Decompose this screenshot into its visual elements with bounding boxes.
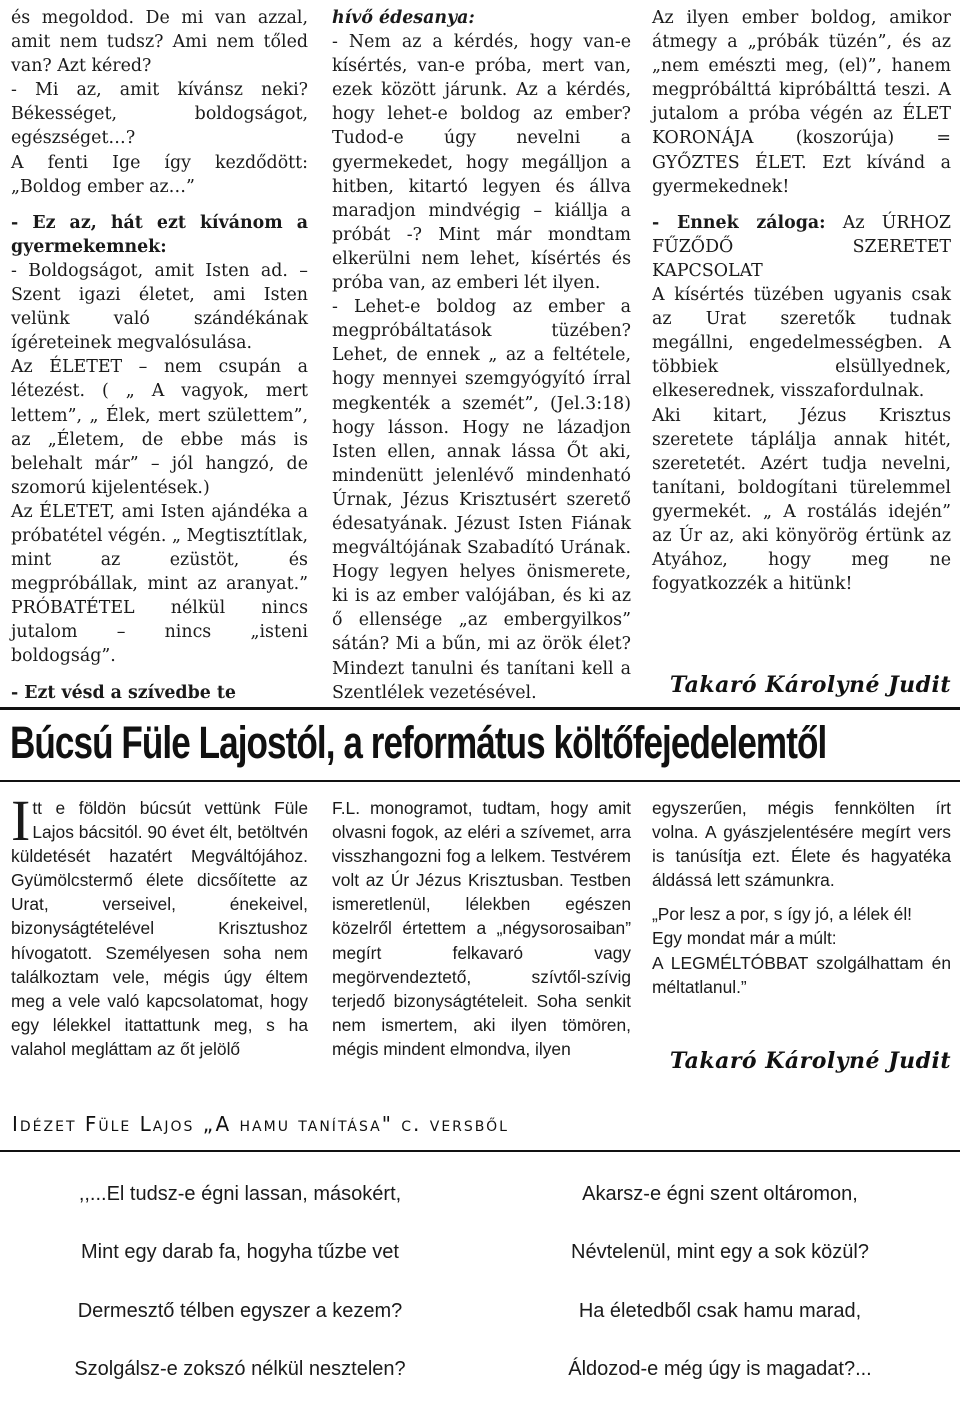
paragraph: és megoldod. De mi van azzal, amit nem tudsz? Ami nem tőled van? Azt kéred? <box>11 8 308 77</box>
paragraph: Az ÉLETET, ami Isten ajándéka a próbatétel végén. „ Megtisztítlak, mint az ezüstöt, és megpróbállak, mint az aranyat.” PRÓBATÉTEL nélkül nincs jutalom – nincs „isteni boldogság”. <box>11 501 308 667</box>
paragraph: egyszerűen, mégis fennkölten írt volna. A gyászjelentésére megírt vers is tanúsítja ezt. Élete és hagyatéka áldássá lett számunkra. <box>652 798 951 891</box>
divider <box>0 1150 960 1152</box>
farewell-column-1 <box>11 788 308 1061</box>
paragraph: - Mi az, amit kívánsz neki? Békességet, boldogságot, egészséget…? <box>11 80 308 149</box>
bold-paragraph: - Ez az, hát ezt kívánom a gyermekemnek: <box>11 212 308 257</box>
poem-line: A LEGMÉLTÓBBAT szolgálhattam én <box>652 952 951 973</box>
verse-line: Mint egy darab fa, hogyha tűzbe vet <box>81 1241 399 1263</box>
paragraph: A fenti Ige így kezdődött: „Boldog ember az…” <box>11 152 308 197</box>
poem-line: „Por lesz a por, s így jó, a lélek él! <box>652 904 913 925</box>
column-1 <box>11 6 308 705</box>
poem-line: méltatlanul.” <box>652 976 747 997</box>
paragraph: Az ilyen ember boldog, amikor átmegy a „próbák tüzén”, és az „nem emészti meg, (el)”, hanem megpróbálttá kipróbálttá teszi. A jutalom a próba végén az ÉLET KORONÁJA (koszorúja) = GYŐZTES ÉLET. Ezt kívánd a gyermekednek! <box>652 8 951 197</box>
verse-line: Dermesztő télben egyszer a kezem? <box>77 1300 403 1322</box>
drop-cap: I <box>11 788 31 853</box>
paragraph: - Boldogságot, amit Isten ad. – Szent igazi életet, ami Isten velünk való szándékának ígéreteinek megvalósulása. <box>11 260 308 354</box>
poem-line: Egy mondat már a múlt: <box>652 928 837 949</box>
paragraph: Aki kitart, Jézus Krisztus szeretete táplálja annak hitét, szeretetét. Azért tudja nevelni, tanítani, boldogítani türelemmel gyermekét. „ A rostálás idején” az Úr az, aki könyörög értünk az Atyához, hogy meg ne fogyatkozzék a hitünk! <box>652 405 951 595</box>
paragraph <box>652 211 951 283</box>
paragraph-text: tt e földön búcsút vettünk Füle Lajos bácsitól. 90 évet élt, betöltvén küldetését hazatért Megváltójához. Gyümölcstermő élete dicsőítette az Urat, verseivel, énekeivel, bizonyságtételével Krisztushoz hívogatott. Személyesen soha nem találkoztam vele, mégis úgy éltem meg a vele való kapcsolatomat, hogy egy lélekkel itattattunk meg, s ha valahol megláttam az őt jelölő <box>11 798 308 1059</box>
quote-title: Idézet Füle Lajos „A hamu tanítása" c. versből <box>12 1112 509 1136</box>
farewell-column-3 <box>652 796 951 999</box>
paragraph <box>11 788 308 1061</box>
verse-line: Áldozod-e még úgy is magadat?... <box>568 1358 872 1380</box>
verse-line: Névtelenül, mint egy a sok közül? <box>571 1241 869 1263</box>
paragraph: - Lehet-e boldog az ember a megpróbáltatások tüzében? Lehet, de ennek „ az a feltétele, hogy mennyei szemgyógyító írral megkenték a szemét”, (Jel.3:18) hogy lásson. Hogy ne lázadjon Isten ellen, annak lássa Őt aki, mindenütt jelenlévő mindenható Úrnak, Jézus Krisztusért szerető édesatyának. Jézust Isten Fiának megváltójának Szabadító Urának. Hogy legyen helyes önismerete, ki is az ember valójában, és ki az ő ellensége „az embergyilkos” sátán? Mi a bűn, mi az örök élet? Mindezt tanulni és tanítani kell a Szentlélek vezetésével. <box>332 297 631 703</box>
paragraph: F.L. monogramot, tudtam, hogy amit olvasni fogok, az eléri a szívemet, arra visszhangozni fog a lelkem. Testvérem volt az Úr Jézus Krisztusban. Testben ismeretlenül, lélekben egészen közelről értettem a „négysorosaiban” megírt felkavaró vagy megörvendeztető, szívtől-szívig terjedő bizonyságtételeit. Soha senkit nem ismertem, aki ilyen tömören, mégis mindent elmondva, ilyen <box>332 798 631 1059</box>
paragraph: Az ÉLETET – nem csupán a létezést. ( „ A vagyok, mert lettem”, „ Élek, mert születtem”, az „Életem, de ebbe más is belehalt már” – jól hangzó, de szomorú kijelentések.) <box>11 357 308 498</box>
article-headline: Búcsú Füle Lajostól, a református költőfejedelemtől <box>10 717 827 768</box>
column-3 <box>652 6 951 596</box>
verse-line: Ha életedből csak hamu marad, <box>578 1300 862 1322</box>
column-2 <box>332 6 631 705</box>
author-signature: Takaró Károlyné Judit <box>669 672 951 698</box>
verse-line: ,,...El tudsz-e égni lassan, másokért, <box>78 1183 402 1205</box>
divider <box>0 780 960 782</box>
pledge-label: - Ennek zálogа: <box>652 212 826 233</box>
verse-line: Szolgálsz-e zokszó nélkül nesztelen? <box>74 1358 406 1380</box>
bold-paragraph: - Ezt vésd a szívedbe te <box>11 682 236 703</box>
bold-italic-paragraph: hívő édesanya: <box>332 8 475 28</box>
farewell-column-2 <box>332 796 631 1061</box>
author-signature: Takaró Károlyné Judit <box>669 1048 951 1074</box>
pledge-text: Az ÚRHOZ FŰZŐDŐ SZERETET KAPCSOLAT <box>652 212 951 281</box>
paragraph: A kísértés tüzében ugyanis csak az Urat szeretők tudnak megállni, engedelmességben. A többiek elsüllyednek, elkeserednek, visszafordulnak. <box>652 285 951 402</box>
divider <box>0 707 960 710</box>
verse-line: Akarsz-e égni szent oltáromon, <box>582 1183 858 1205</box>
paragraph: - Nem az a kérdés, hogy van-e kísértés, van-e próba, mert van, ezek között járunk. Az a kérdés, hogy lehet-e boldog az ember? Tudod-e úgy nevelni a gyermekedet, hogy megálljon a hitben, kitartó legyen és állva maradjon mindvégig – kiállja a próbát -? Mint már mondtam elkerülni nem lehet, kísértés és próba van, az emberi lét ilyen. <box>332 32 631 294</box>
